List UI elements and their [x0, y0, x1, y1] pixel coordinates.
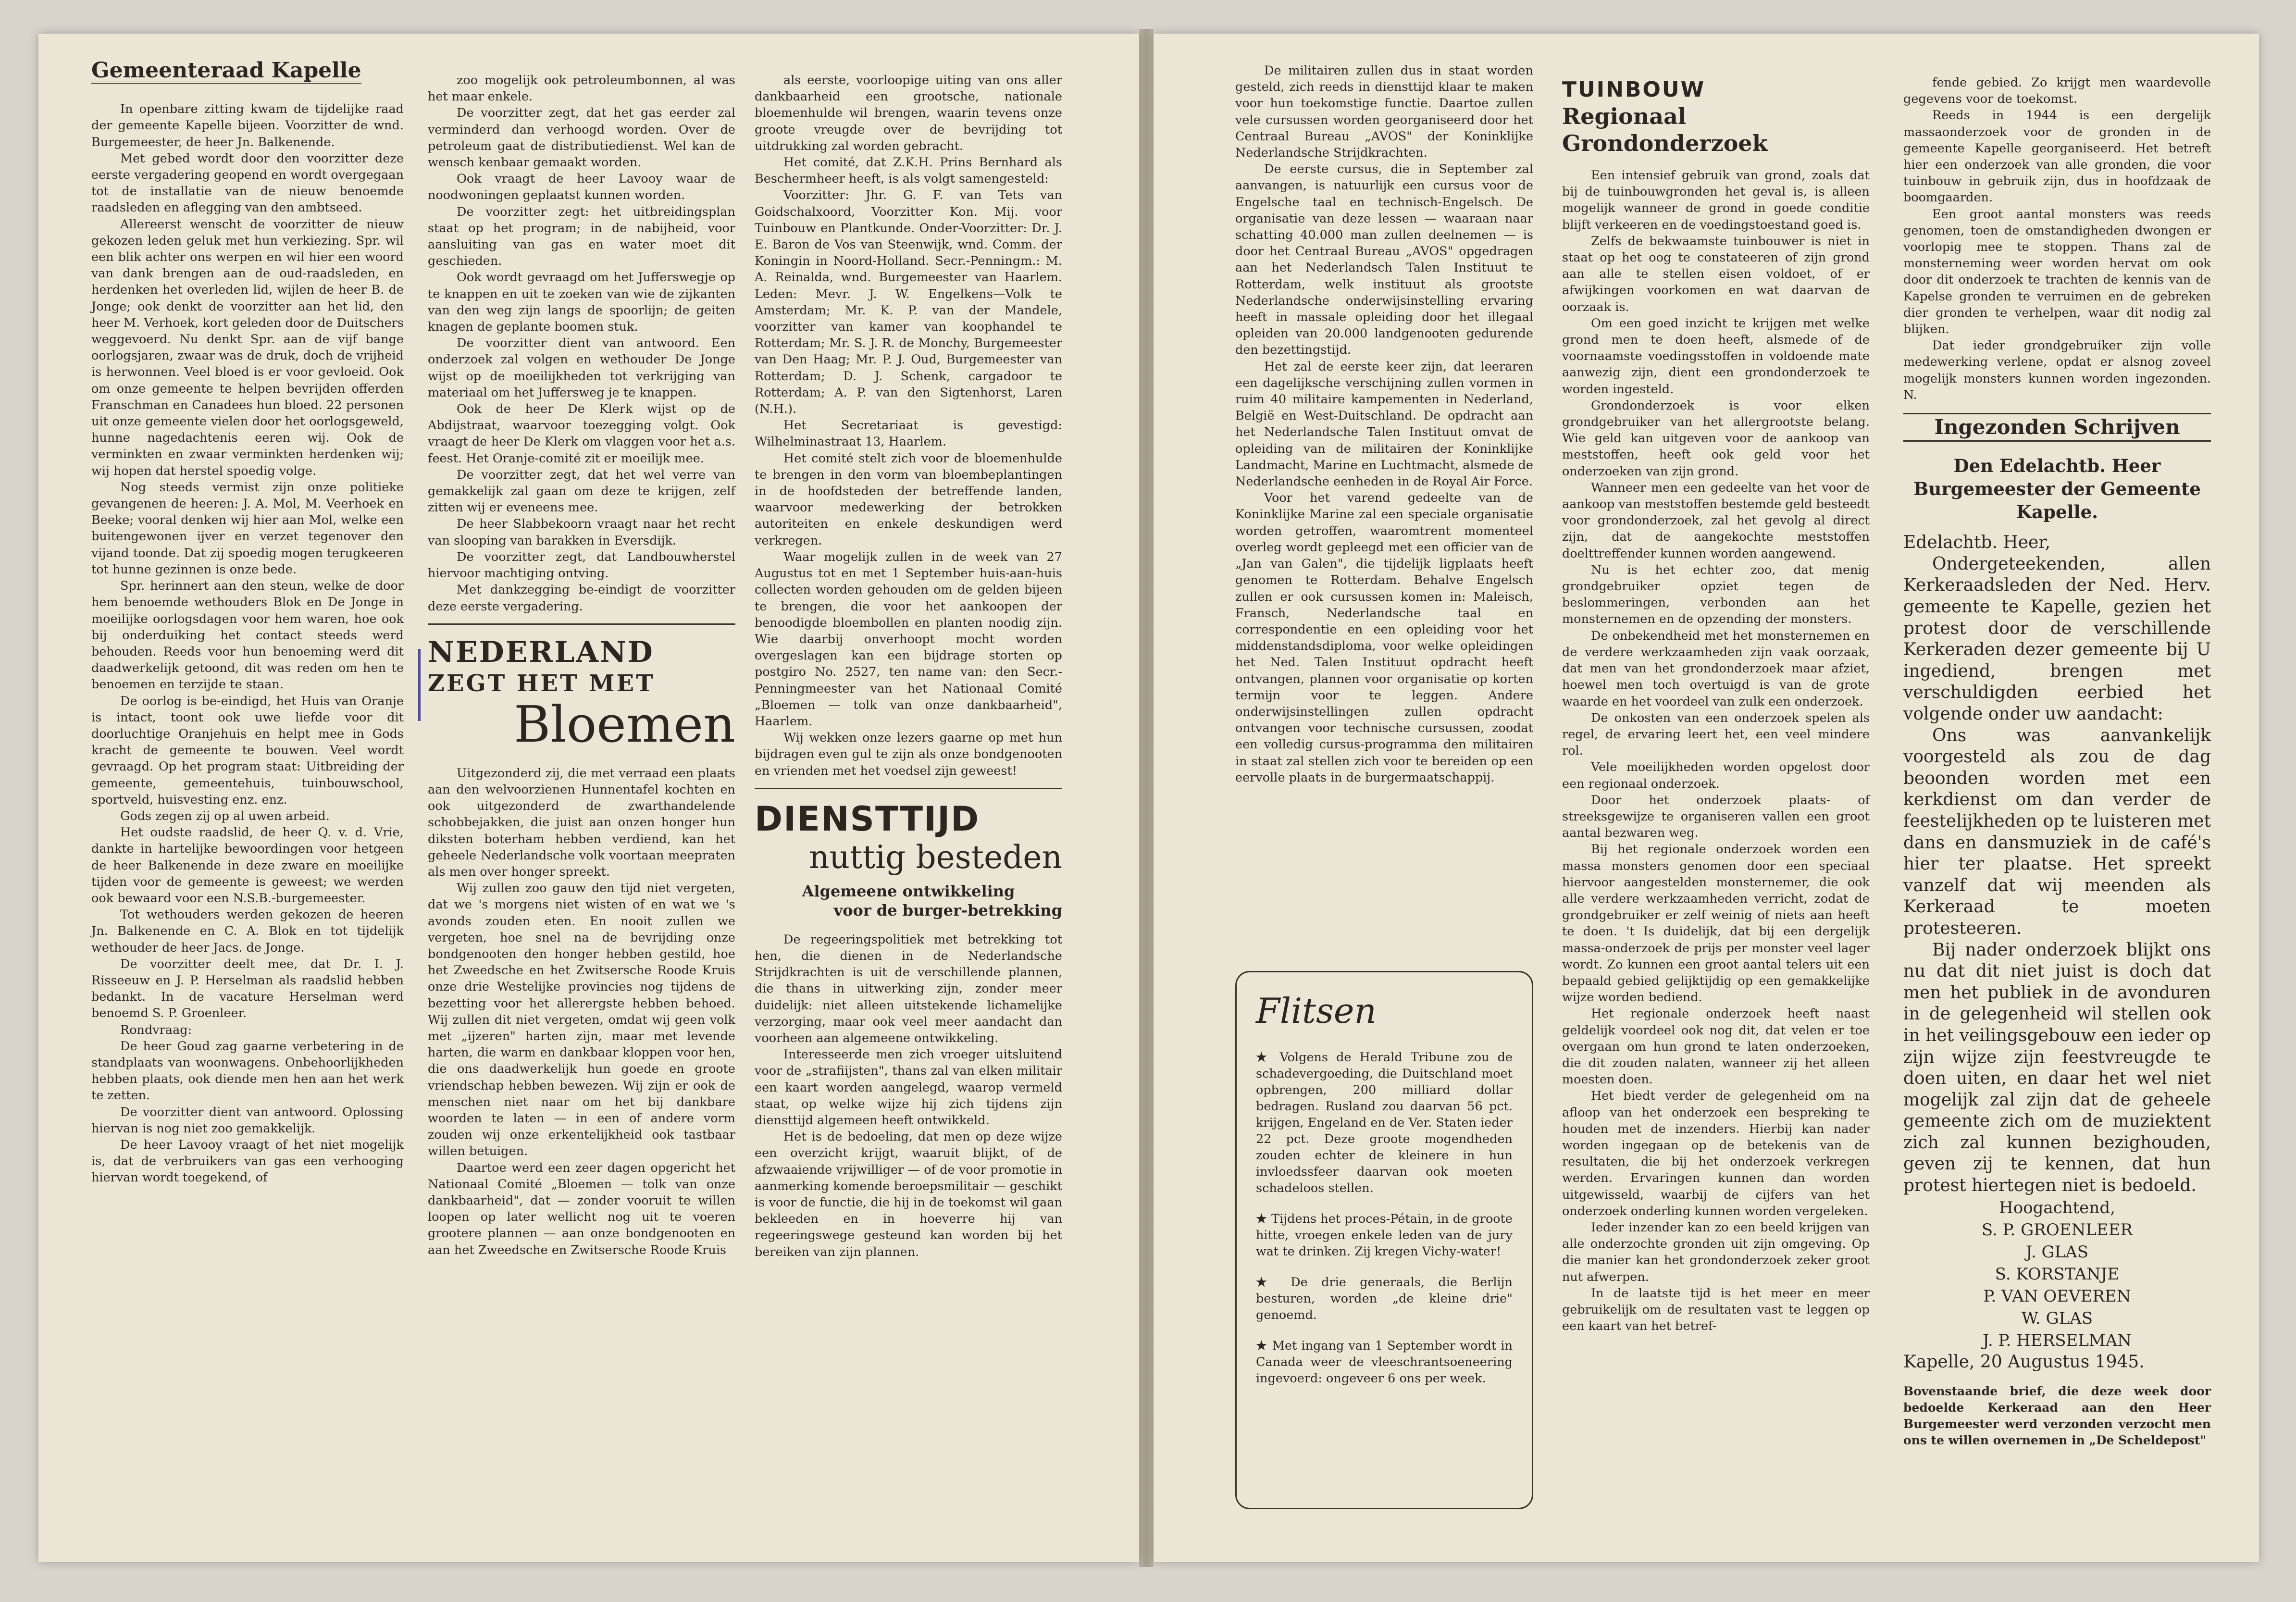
paragraph: De onkosten van een onderzoek spelen als regel, de ervaring leert het, een veel mindere rol.	[1562, 710, 1870, 758]
signatory-name: P. VAN OEVEREN	[1983, 1286, 2131, 1306]
grondonderzoek-title: Regionaal Grondonderzoek	[1562, 103, 1768, 156]
paragraph: Allereerst wenscht de voorzitter de nieuw gekozen leden geluk met hun verkiezing. Spr. wil een blik achter ons werpen en wil hier een woord van dank brengen aan de oud-raadsleden, en herdenken het overleden lid, wijlen de heer B. de Jonge; ook denkt de voorzitter aan het lid, den heer M. Verhoek, kort geleden door de Duitschers weggevoerd. Nu denkt Spr. aan de vijf bange oorlogsjaren, zwaar was de druk, doch de vrijheid is herwonnen. Veel bloed is er voor gevloeid. Ook om onze gemeente te helpen bevrijden offerden Franschman en Canadees hun bloed. 22 personen uit onze gemeente vielen door het oorlogsgeweld, hunne nagedachtenis eeren wij. Ook de verminkten en zwaar verminkten herdenken wij; wij hopen dat herstel spoedig volge.	[91, 217, 404, 478]
paragraph: Zelfs de bekwaamste tuinbouwer is niet in staat op het oog te constateeren of zijn grond aan alle te stellen eisen voldoet, of er afwijkingen voorkomen en wat daarvan de oorzaak is.	[1562, 234, 1870, 314]
paragraph: Ook vraagt de heer Lavooy waar de noodwoningen geplaatst kunnen worden.	[428, 172, 735, 203]
letter-place-date: Kapelle, 20 Augustus 1945.	[1903, 1352, 2145, 1372]
paragraph: Reeds in 1944 is een dergelijk massaonderzoek voor de gronden in de gemeente Kapelle georganiseerd. Het betreft hier een onderzoek van alle gronden, die voor tuinbouw in gebruik zijn, dus in hoofdzaak de boomgaarden.	[1903, 108, 2211, 205]
paragraph: De voorzitter dient van antwoord. Een onderzoek zal volgen en wethouder De Jonge wijst op de moeilijkheden tot verkrijging van materiaal om het Juffersweg je te knappen.	[428, 336, 735, 400]
signatory-name: J. P. HERSELMAN	[1982, 1330, 2132, 1350]
nederland-title: NEDERLAND	[428, 635, 654, 669]
paragraph: Grondonderzoek is voor elken grondgebruiker van het allergrootste belang. Wie geld kan uitgeven voor de aankoop van meststoffen, heeft ook geld voor het onderzoeken van zijn grond.	[1562, 398, 1870, 479]
paragraph: In openbare zitting kwam de tijdelijke raad der gemeente Kapelle bijeen. Voorzitter de wnd. Burgemeester, de heer Jn. Balkenende.	[91, 102, 404, 149]
paragraph: De regeeringspolitiek met betrekking tot hen, die dienen in de Nederlandsche Strijdkrachten is uit de verschillende plannen, die thans in uitwerking zijn, zonder meer duidelijk: niet alleen uitstekende lichamelijke verzorging, maar ook veel meer aandacht dan voorheen aan algemeene ontwikkeling.	[755, 932, 1062, 1045]
paragraph: De voorzitter zegt, dat het wel verre van gemakkelijk zal gaan om deze te krijgen, zelf zitten wij er eveneens mee.	[428, 467, 735, 515]
paragraph: Voor het varend gedeelte van de Koninklijke Marine zal een speciale organisatie worden getroffen, waaromtrent momenteel overleg wordt gepleegd met een officier van de „Jan van Galen", die tijdelijk ligplaats heeft genomen te Rotterdam. Behalve Engelsch zullen er ook cursussen komen in: Maleisch, Fransch, Nederlandsche taal en correspondentie en een opleiding voor het middenstandsdiploma, voor welke opleidingen het Ned. Talen Instituut opdracht heeft ontvangen, plannen voor organisatie op korten termijn voor te leggen. Andere onderwijsinstellingen zullen opdracht ontvangen voor technische cursussen, zoodat een volledig cursus-programma den militairen in staat zal stellen zich voor te bereiden op een eervolle plaats in de burgermaatschappij.	[1235, 491, 1533, 785]
right-page	[1154, 34, 2259, 1562]
flitsen-item	[1256, 1049, 1513, 1196]
column-5	[1562, 77, 1870, 1334]
bullet-star-icon: ★	[1256, 1339, 1272, 1353]
paragraph: De voorzitter dient van antwoord. Oplossing hiervan is nog niet zoo gemakkelijk.	[91, 1105, 404, 1136]
divider	[755, 788, 1062, 789]
paragraph: Tot wethouders werden gekozen de heeren Jn. Balkenende en C. A. Blok en tot tijdelijk wethouder de heer Jacs. de Jonge.	[91, 907, 404, 955]
heading-gemeenteraad: Gemeenteraad Kapelle	[91, 62, 361, 84]
letter-closing: Hoogachtend,	[1999, 1198, 2115, 1217]
letter-body	[1903, 554, 2211, 1197]
grondonderzoek-article	[1562, 167, 1870, 1334]
paragraph: Door het onderzoek plaats- of streeksgewijze te organiseren vallen een groot aantal bezwaren weg.	[1562, 793, 1870, 841]
gemeenteraad-article-continued	[428, 72, 735, 615]
paragraph: Een groot aantal monsters was reeds genomen, toen de omstandigheden dwongen er voorlopig mee te stoppen. Thans zal de monsterneming weer worden hervat om ook door dit onderzoek te trachten de kennis van de Kapelse gronden te verruimen en de gebreken dier gronden te verhelpen, waar dit nodig zal blijken.	[1903, 207, 2211, 337]
flitsen-item	[1256, 1338, 1513, 1387]
diensttijd-title: DIENSTTIJD	[755, 799, 980, 839]
column-2	[428, 72, 735, 1258]
bloemen-article	[428, 765, 735, 1258]
paragraph: Het zal de eerste keer zijn, dat leeraren een dagelijksche verschijning zullen vormen in ruim 40 militaire kampementen in Nederland, België en West-Duitschland. De opdracht aan het Nederlandsche Talen Instituut omvat de opleiding van de militairen der Koninklijke Landmacht, Marine en Luchtmacht, alsmede de Nederlandsche eenheden in de Royal Air Force.	[1235, 359, 1533, 489]
paragraph: De heer Lavooy vraagt of het niet mogelijk is, dat de verbruikers van gas een verhooging hiervan wordt toegekend, of	[91, 1138, 404, 1185]
diensttijd-article-continued	[1235, 62, 1533, 786]
paragraph: Het comité, dat Z.K.H. Prins Bernhard als Beschermheer heeft, is als volgt samengesteld:	[755, 155, 1062, 186]
bloemen-title: Bloemen	[514, 695, 735, 754]
flitsen-title: Flitsen	[1256, 991, 1377, 1031]
diensttijd-subtitle: nuttig besteden	[809, 838, 1062, 876]
paragraph: De voorzitter zegt, dat Landbouwherstel hiervoor machtiging ontving.	[428, 549, 735, 581]
paragraph: Ook wordt gevraagd om het Jufferswegje op te knappen en uit te zoeken van wie de zijkanten van den weg zijn langs de spoorlijn; de geiten knagen de geplante boomen stuk.	[428, 270, 735, 335]
flitsen-item	[1256, 1211, 1513, 1260]
paragraph: Dat ieder grondgebruiker zijn volle medewerking verlene, opdat er alsnog zoveel mogelijk monsters kunnen worden ingezonden. N.	[1903, 338, 2211, 402]
diensttijd-kicker-1: Algemeene ontwikkeling	[802, 882, 1015, 900]
diensttijd-kicker-2: voor de burger-betrekking	[833, 901, 1062, 919]
diensttijd-article	[755, 931, 1062, 1260]
left-page	[38, 34, 1139, 1562]
paragraph: Vele moeilijkheden worden opgelost door een regionaal onderzoek.	[1562, 760, 1870, 791]
column-6	[1903, 75, 2211, 1449]
nederland-subtitle: ZEGT HET MET	[428, 670, 655, 697]
paragraph: Het Secretariaat is gevestigd: Wilhelminastraat 13, Haarlem.	[755, 418, 1062, 449]
bloemen-article-continued	[755, 72, 1062, 779]
page-spine	[1139, 29, 1154, 1567]
column-1	[91, 58, 404, 1186]
paragraph: Gods zegen zij op al uwen arbeid.	[120, 808, 330, 823]
paragraph: Het oudste raadslid, de heer Q. v. d. Vrie, dankte in hartelijke bewoordingen voor hetgeen de heer Balkenende in deze zware en moeilijke tijden voor de gemeente is geweest; we werden ook bewaard voor een N.S.B.-burgemeester.	[91, 825, 404, 906]
paragraph: De oorlog is be-eindigd, het Huis van Oranje is intact, toont ook uwe liefde voor dit doorluchtige Oranjehuis en helpt mee in Gods kracht de gemeente te bouwen. Veel wordt gevraagd. Op het program staat: Uitbreiding der gemeente, gemeentehuis, tuinbouwschool, sportveld, huisvesting enz. enz.	[91, 694, 404, 807]
paragraph: De heer Slabbekoorn vraagt naar het recht van slooping van barakken in Eversdijk.	[428, 517, 735, 548]
grondonderzoek-article-continued	[1903, 75, 2211, 403]
bullet-star-icon: ★	[1256, 1275, 1291, 1290]
pen-mark	[418, 649, 421, 721]
paragraph: De eerste cursus, die in September zal aanvangen, is natuurlijk een cursus voor de Engelsche taal en technisch-Engelsch. De organisatie van deze lessen — waaraan naar schatting 40.000 man zullen deelnemen — is door het Centraal Bureau „AVOS" opgedragen aan het Nederlandsch Talen Instituut te Rotterdam, welk instituut als grootste Nederlandsche onderwijsinstelling ervaring heeft in massale opleiding door het illegaal opleiden van 20.000 landgenooten gedurende den bezettingstijd.	[1235, 162, 1533, 358]
paragraph: In de laatste tijd is het meer en meer gebruikelijk om de resultaten vast te leggen op een kaart van het betref-	[1562, 1286, 1870, 1334]
paragraph: Het is de bedoeling, dat men op deze wijze een overzicht krijgt, waaruit blijkt, of de afzwaaiende vrijwilliger — of de voor promotie in aanmerking komende beroepsmilitair — geschikt is voor de functie, die hij in de toekomst wil gaan bekleeden en in hoeverre hij van regeeringswege gesteund kan worden bij het bereiken van zijn plannen.	[755, 1130, 1062, 1259]
flitsen-items	[1256, 1049, 1513, 1387]
paragraph: Om een goed inzicht te krijgen met welke grond men te doen heeft, alsmede of de voornaamste voedingsstoffen in voldoende mate aanwezig zijn, dient een grondonderzoek te worden ingesteld.	[1562, 316, 1870, 397]
signatory-name: S. KORSTANJE	[1995, 1264, 2120, 1284]
column-4	[1235, 62, 1533, 786]
paragraph: Spr. herinnert aan den steun, welke de door hem benoemde wethouders Blok en De Jonge in moeilijke oorlogsdagen voor hem waren, hoe ook bij onderduiking het contact steeds werd behouden. Reeds voor hun benoeming werd dit daadwerkelijk getoond, dit was reden om hen te benoemen en terzijde te staan.	[91, 579, 404, 692]
paragraph: De heer Goud zag gaarne verbetering in de standplaats van woonwagens. Onbehoorlijkheden hebben plaats, ook diende men hen aan het werk te zetten.	[91, 1039, 404, 1103]
letter-salutation: Den Edelachtb. Heer Burgemeester der Gemeente Kapelle.	[1913, 455, 2201, 523]
signatory-name: W. GLAS	[2021, 1308, 2093, 1328]
bullet-star-icon: ★	[1256, 1050, 1280, 1065]
paragraph: De militairen zullen dus in staat worden gesteld, zich reeds in diensttijd klaar te maken voor hun toekomstige functie. Daartoe zullen vele cursussen worden georganiseerd door het Centraal Bureau „AVOS" der Koninklijke Nederlandsche Strijdkrachten.	[1235, 63, 1533, 161]
paragraph: Het biedt verder de gelegenheid om na afloop van het onderzoek een bespreking te houden met de inzenders. Hierbij kan nader worden ingegaan op de betekenis van de resultaten, die bij het onderzoek verkregen werden. Ervaringen kunnen dan worden uitgewisseld, waarbij de cijfers van het onderzoek onderling kunnen worden vergeleken.	[1562, 1089, 1870, 1218]
paragraph: Nog steeds vermist zijn onze politieke gevangenen de heeren: J. A. Mol, M. Veerhoek en Beeke; vooral denken wij hier aan Mol, welke een buitengewonen ijver en verzet tegenover den vijand toonde. Dat zij spoedig mogen terugkeeren tot hunne gezinnen is onze bede.	[91, 480, 404, 577]
tuinbouw-kicker: TUINBOUW	[1562, 77, 1706, 102]
letter-opening: Edelachtb. Heer,	[1903, 533, 2051, 553]
paragraph: Het regionale onderzoek heeft naast geldelijk voordeel ook nog dit, dat velen er toe overgaan om hun grond te laten onderzoeken, die dit zouden nalaten, wanneer zij het alleen moesten doen.	[1562, 1006, 1870, 1087]
paragraph: De voorzitter zegt: het uitbreidingsplan staat op het program; in de nabijheid, voor aansluiting van gas en water moet dit geschieden.	[428, 204, 735, 269]
flitsen-box	[1235, 971, 1533, 1509]
paragraph: De voorzitter zegt, dat het gas eerder zal verminderd dan verhoogd worden. Over de petroleum gaat de distributiedienst. Wel kan de wensch kenbaar gemaakt worden.	[428, 106, 735, 170]
paragraph: Ieder inzender kan zo een beeld krijgen van alle onderzochte gronden uit zijn omgeving. Op die manier kan het grondonderzoek zeker groot nut afwerpen.	[1562, 1220, 1870, 1284]
flitsen-item-text: Met ingang van 1 September wordt in Canada weer de vleeschrantsoeneering ingevoerd: ongeveer 6 ons per week.	[1256, 1339, 1513, 1386]
paragraph: Wanneer men een gedeelte van het voor de aankoop van meststoffen bestemde geld besteedt voor grondonderzoek, zal het gevolg al direct zijn, dat de aangekochte meststoffen doelttreffender kunnen worden aangewend.	[1562, 480, 1870, 561]
divider	[428, 623, 735, 625]
paragraph: Ook de heer De Klerk wijst op de Abdijstraat, waarvoor toezegging volgt. Ook vraagt de heer De Klerk om vlaggen voor het a.s. feest. Het Oranje-comité zit er moeilijk mee.	[428, 402, 735, 466]
paragraph: Het comité stelt zich voor de bloemenhulde te brengen in den vorm van bloembeplantingen in de hoofdsteden der betreffende landen, waarvoor medewerking der betrokken autoriteiten en enkele deskundigen werd verkregen.	[755, 451, 1062, 548]
paragraph: Een intensief gebruik van grond, zoals dat bij de tuinbouwgronden het geval is, is alleen mogelijk wanneer de grond in goede conditie blijft verkeeren en de voedingstoestand goed is.	[1562, 168, 1870, 232]
paragraph: Voorzitter: Jhr. G. F. van Tets van Goidschalxoord, Voorzitter Kon. Mij. voor Tuinbouw en Plantkunde. Onder-Voorzitter: Dr. J. E. Baron de Vos van Steenwijk, wnd. Comm. der Koningin in Noord-Holland. Secr.-Penningm.: M. A. Reinalda, wnd. Burgemeester van Haarlem. Leden: Mevr. J. W. Engelkens—Volk te Amsterdam; Mr. K. P. van der Mandele, voorzitter van kamer van koophandel te Rotterdam; Mr. S. J. R. de Monchy, Burgemeester van Den Haag; Mr. P. J. Oud, Burgemeester van Rotterdam; D. J. Schenk, cargadoor te Rotterdam; A. P. van den Sigtenhorst, Laren (N.H.).	[755, 188, 1062, 417]
paragraph: fende gebied. Zo krijgt men waardevolle gegevens voor de toekomst.	[1903, 75, 2211, 107]
paragraph: Interesseerde men zich vroeger uitsluitend voor de „strafiijsten", thans zal van elken militair een kaart worden aangelegd, waarop vermeld staat, op welke wijze hij zich tijdens zijn diensttijd algemeen heeft ontwikkeld.	[755, 1047, 1062, 1128]
paragraph: Ondergeteekenden, allen Kerkeraadsleden der Ned. Herv. gemeente te Kapelle, gezien het protest door de verschillende Kerkeraden dezer gemeente bij U ingediend, brengen met verschuldigden eerbied het volgende onder uw aandacht:	[1903, 554, 2211, 724]
column-3	[755, 72, 1062, 1260]
paragraph: zoo mogelijk ook petroleumbonnen, al was het maar enkele.	[428, 73, 735, 104]
paragraph: Bij nader onderzoek blijkt ons nu dat dit niet juist is doch dat men het publiek in de avonduren in de gelegenheid wil stellen ook in het veilingsgebouw een ieder op zijn wijze zijn feestvreugde te doen uiten, en daar het wel niet mogelijk zal zijn dat de geheele gemeente zich om de muziektent zich zal kunnen bezighouden, geven zij te kennen, dat hun protest hiertegen niet is bedoeld.	[1903, 940, 2211, 1196]
flitsen-item-text: Volgens de Herald Tribune zou de schadevergoeding, die Duitschland moet opbrengen, 200 milliard dollar bedragen. Rusland zou daarvan 56 pct. krijgen, Engeland en de Ver. Staten ieder 22 pct. Deze groote mogendheden zouden echter de kleinere in hun invloedssfeer daarvan ook moeten schadeloos stellen.	[1256, 1050, 1513, 1195]
paragraph: Ons was aanvankelijk voorgesteld als zou de dag beoonden worden met een kerkdienst om dan verder de feestelijkheden op te luisteren met dans en dansmuziek in de café's hier ter plaatse. Het spreekt vanzelf dat wij meenden als Kerkeraad te moeten protesteeren.	[1903, 725, 2211, 938]
signatory-name: S. P. GROENLEER	[1981, 1220, 2133, 1240]
paragraph: Met dankzegging be-eindigt de voorzitter deze eerste vergadering.	[428, 583, 735, 614]
paragraph: Rondvraag:	[120, 1022, 192, 1037]
editor-note: Bovenstaande brief, die deze week door bedoelde Kerkeraad aan den Heer Burgemeester werd verzonden verzocht men ons te willen overnemen in „De Scheldepost"	[1903, 1384, 2211, 1448]
paragraph: Daartoe werd een zeer dagen opgericht het Nationaal Comité „Bloemen — tolk van onze dankbaarheid", dat — zonder vooruit te willen loopen op later wellicht nog uit te voeren grootere plannen — aan onze bondgenooten en aan het Zweedsche en Zwitsersche Roode Kruis	[428, 1160, 735, 1257]
paragraph: Met gebed wordt door den voorzitter deze eerste vergadering geopend en wordt overgegaan tot de installatie van de nieuw benoemde raadsleden en aflegging van den ambtseed.	[91, 151, 404, 215]
paragraph: Waar mogelijk zullen in de week van 27 Augustus tot en met 1 September huis-aan-huis collecten worden gehouden om de gelden bijeen te brengen, die voor het aankoopen der benoodigde bloembollen en planten noodig zijn. Wie daarbij onverhoopt mocht worden overgeslagen kan een bijdrage storten op postgiro No. 2527, ten name van: den Secr.-Penningmeester van het Nationaal Comité „Bloemen — tolk van onze dankbaarheid", Haarlem.	[755, 549, 1062, 729]
paragraph: Wij wekken onze lezers gaarne op met hun bijdragen even gul te zijn als onze bondgenooten en vrienden met het voedsel zijn geweest!	[755, 731, 1062, 778]
signatories	[1903, 1219, 2211, 1352]
ingezonden-heading: Ingezonden Schrijven	[1903, 413, 2211, 442]
paragraph: als eerste, voorloopige uiting van ons aller dankbaarheid een grootsche, nationale bloemenhulde wil brengen, waarin tevens onze groote vreugde over de bevrijding tot uitdrukking zal worden gebracht.	[755, 73, 1062, 153]
paragraph: De voorzitter deelt mee, dat Dr. I. J. Risseeuw en J. P. Herselman als raadslid hebben bedankt. In de vacature Herselman werd benoemd S. P. Groenleer.	[91, 956, 404, 1021]
paragraph: Nu is het echter zoo, dat menig grondgebruiker opziet tegen de beslommeringen, verbonden aan het monsternemen en de opzending der monsters.	[1562, 562, 1870, 627]
paragraph: De onbekendheid met het monsternemen en de verdere werkzaamheden zijn vaak oorzaak, dat men van het grondonderzoek maar afziet, hoewel men toch overtuigd is van de grote waarde en het voordeel van zulk een onderzoek.	[1562, 628, 1870, 709]
ingezonden-letter	[1903, 454, 2211, 1373]
paragraph: Wij zullen zoo gauw den tijd niet vergeten, dat we 's morgens niet wisten of en wat we 's avonds zouden eten. En nooit zullen we vergeten, hoe snel na de bevrijding onze bondgenooten den honger hebben gestild, hoe het Zweedsche en het Zwitsersche Roode Kruis onze drie Westelijke provincies nog tijdens de bezetting voor het allerergste hebben behoed. Wij zullen dit niet vergeten, omdat wij geen volk met „ijzeren" harten zijn, maar met levende harten, die warm en dankbaar kloppen voor hen, die ons daadwerkelijk hun goede en groote vriendschap hebben bewezen. Wij zijn er ook de menschen niet naar om het bij dankbare woorden te laten — in een of andere vorm zouden wij onze erkentelijkheid ook tastbaar willen betuigen.	[428, 881, 735, 1159]
flitsen-item	[1256, 1274, 1513, 1323]
flitsen-item-text: De drie generaals, die Berlijn besturen, worden „de kleine drie" genoemd.	[1256, 1275, 1513, 1322]
paragraph: Uitgezonderd zij, die met verraad een plaats aan den welvoorzienen Hunnentafel kochten en ook uitgezonderd de zwarthandelende schobbejakken, die juist aan onzen honger hun diksten boterham hebben verdiend, kan het geheele Nederlandsche volk voortaan meepraten als men over honger spreekt.	[428, 766, 735, 879]
gemeenteraad-article	[91, 101, 404, 1186]
flitsen-item-text: Tijdens het proces-Pétain, in de groote hitte, vroegen enkele leden van de jury wat te drinken. Zij kregen Vichy-water!	[1256, 1212, 1513, 1259]
paragraph: Bij het regionale onderzoek worden een massa monsters genomen door een speciaal hiervoor aangestelden monsternemer, die ook alle verdere werkzaamheden verricht, zodat de grondgebruiker er zelf weinig of niets aan heeft te doen. 't Is duidelijk, dat bij een dergelijk massa-onderzoek de prijs per monster veel lager wordt. Zo kunnen een groot aantal telers uit een bepaald gebied gelijktijdig op een gemakkelijke wijze worden bediend.	[1562, 842, 1870, 1005]
bullet-star-icon: ★	[1256, 1212, 1272, 1226]
letter-signature	[1903, 1197, 2211, 1352]
signatory-name: J. GLAS	[2025, 1242, 2089, 1262]
